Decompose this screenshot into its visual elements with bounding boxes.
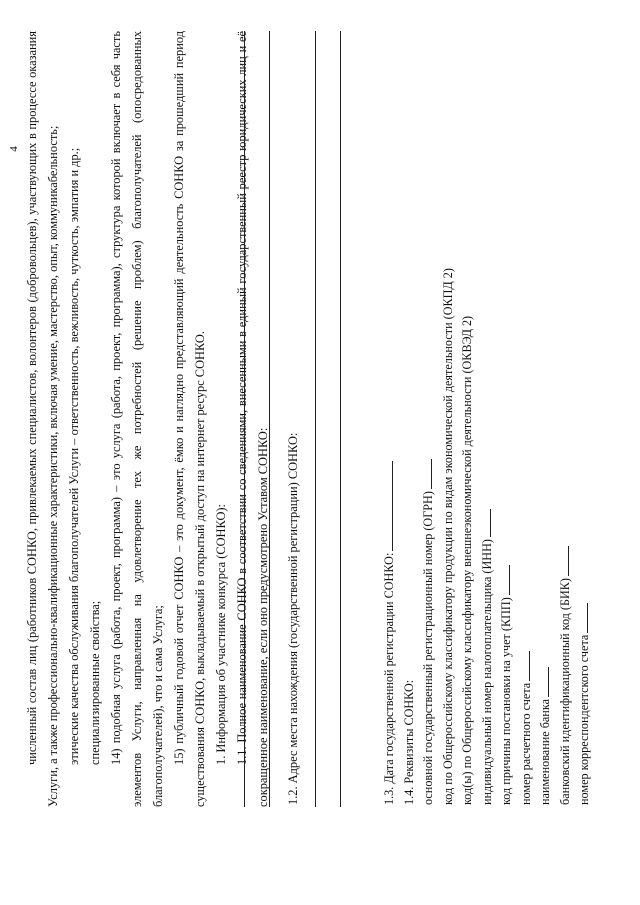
requisite-corr-account: номер корреспондентского счета	[577, 634, 591, 805]
paragraph-similar-service: 14) подобная услуга (работа, проект, программа) – это услуга (работа, проект, программа), структура которой включает в себя часть элементов Услуги, направленная на удовлетворение тех же потребностей (решение проблем) благополучателей (опосредованных благополучателей), что и сама Услуга;	[109, 31, 165, 807]
answer-line[interactable]	[548, 667, 549, 697]
section-participant-info: 1. Информация об участнике конкурса (СОНКО):	[214, 504, 228, 765]
requisite-kpp: код причины постановки на учет (КПП)	[499, 597, 513, 805]
requisite-account: номер расчетного счета	[518, 682, 533, 805]
answer-line[interactable]	[509, 565, 510, 595]
answer-line[interactable]	[244, 31, 245, 807]
answer-line[interactable]	[431, 459, 432, 489]
requisite-ogrn: основной государственный регистрационный номер (ОГРН)	[421, 491, 435, 805]
address-label: 1.2. Адрес места нахождения (государственной регистрации) СОНКО:	[286, 432, 300, 805]
answer-line[interactable]	[315, 31, 316, 807]
answer-line[interactable]	[490, 509, 491, 537]
answer-line[interactable]	[269, 31, 270, 807]
answer-line[interactable]	[392, 461, 393, 551]
paragraph-staff: численный состав лиц (работников СОНКО, привлекаемых специалистов, волонтеров (добровольцев), участвующих в процессе оказания Услуги, а также профессионально-квалификационные характеристики, включая умение, мастерство, опыт, коммуникабельность;	[25, 31, 60, 807]
paragraph-ethics: этические качества обслуживания благополучателей Услуги – ответственность, вежливость, чуткость, эмпатия и др.;	[67, 147, 81, 765]
requisite-bank-name: наименование банка	[538, 699, 552, 805]
page-number: 4	[8, 146, 20, 152]
body-text	[22, 31, 274, 807]
requisites-section	[380, 268, 595, 805]
paragraph-annual-report: 15) публичный годовой отчет СОНКО – это документ, ёмко и наглядно представляющий деятельность СОНКО за прошедший период существования СОНКО, выкладываемый в открытый доступ на интернет ресурс СОНКО.	[172, 31, 207, 807]
requisites-title: 1.4. Реквизиты СОНКО:	[401, 679, 416, 805]
requisite-bik: банковский идентификационный код (БИК)	[557, 578, 572, 805]
requisite-okpd: код по Общероссийскому классификатору продукции по видам экономической деятельности (ОКПД 2)	[440, 268, 455, 805]
requisite-okved: код(ы) по Общероссийскому классификатору внешнеэкономической деятельности (ОКВЭД 2)	[460, 315, 474, 805]
registration-date-label: 1.3. Дата государственной регистрации СОНКО:	[382, 552, 396, 805]
paragraph-special: специализированные свойства;	[88, 600, 102, 765]
answer-line[interactable]	[568, 546, 569, 576]
paragraph-full-name: 1.1. Полное наименование СОНКО в соответствии со сведениями, внесенными в единый государственный реестр юридических лиц и её сокращенное наименование, если оно предусмотрено Уставом СОНКО:	[235, 31, 270, 807]
requisite-inn: индивидуальный номер налогоплательщика (ИНН)	[479, 539, 494, 805]
answer-line[interactable]	[529, 651, 530, 681]
answer-line[interactable]	[587, 603, 588, 633]
answer-line[interactable]	[340, 31, 341, 807]
